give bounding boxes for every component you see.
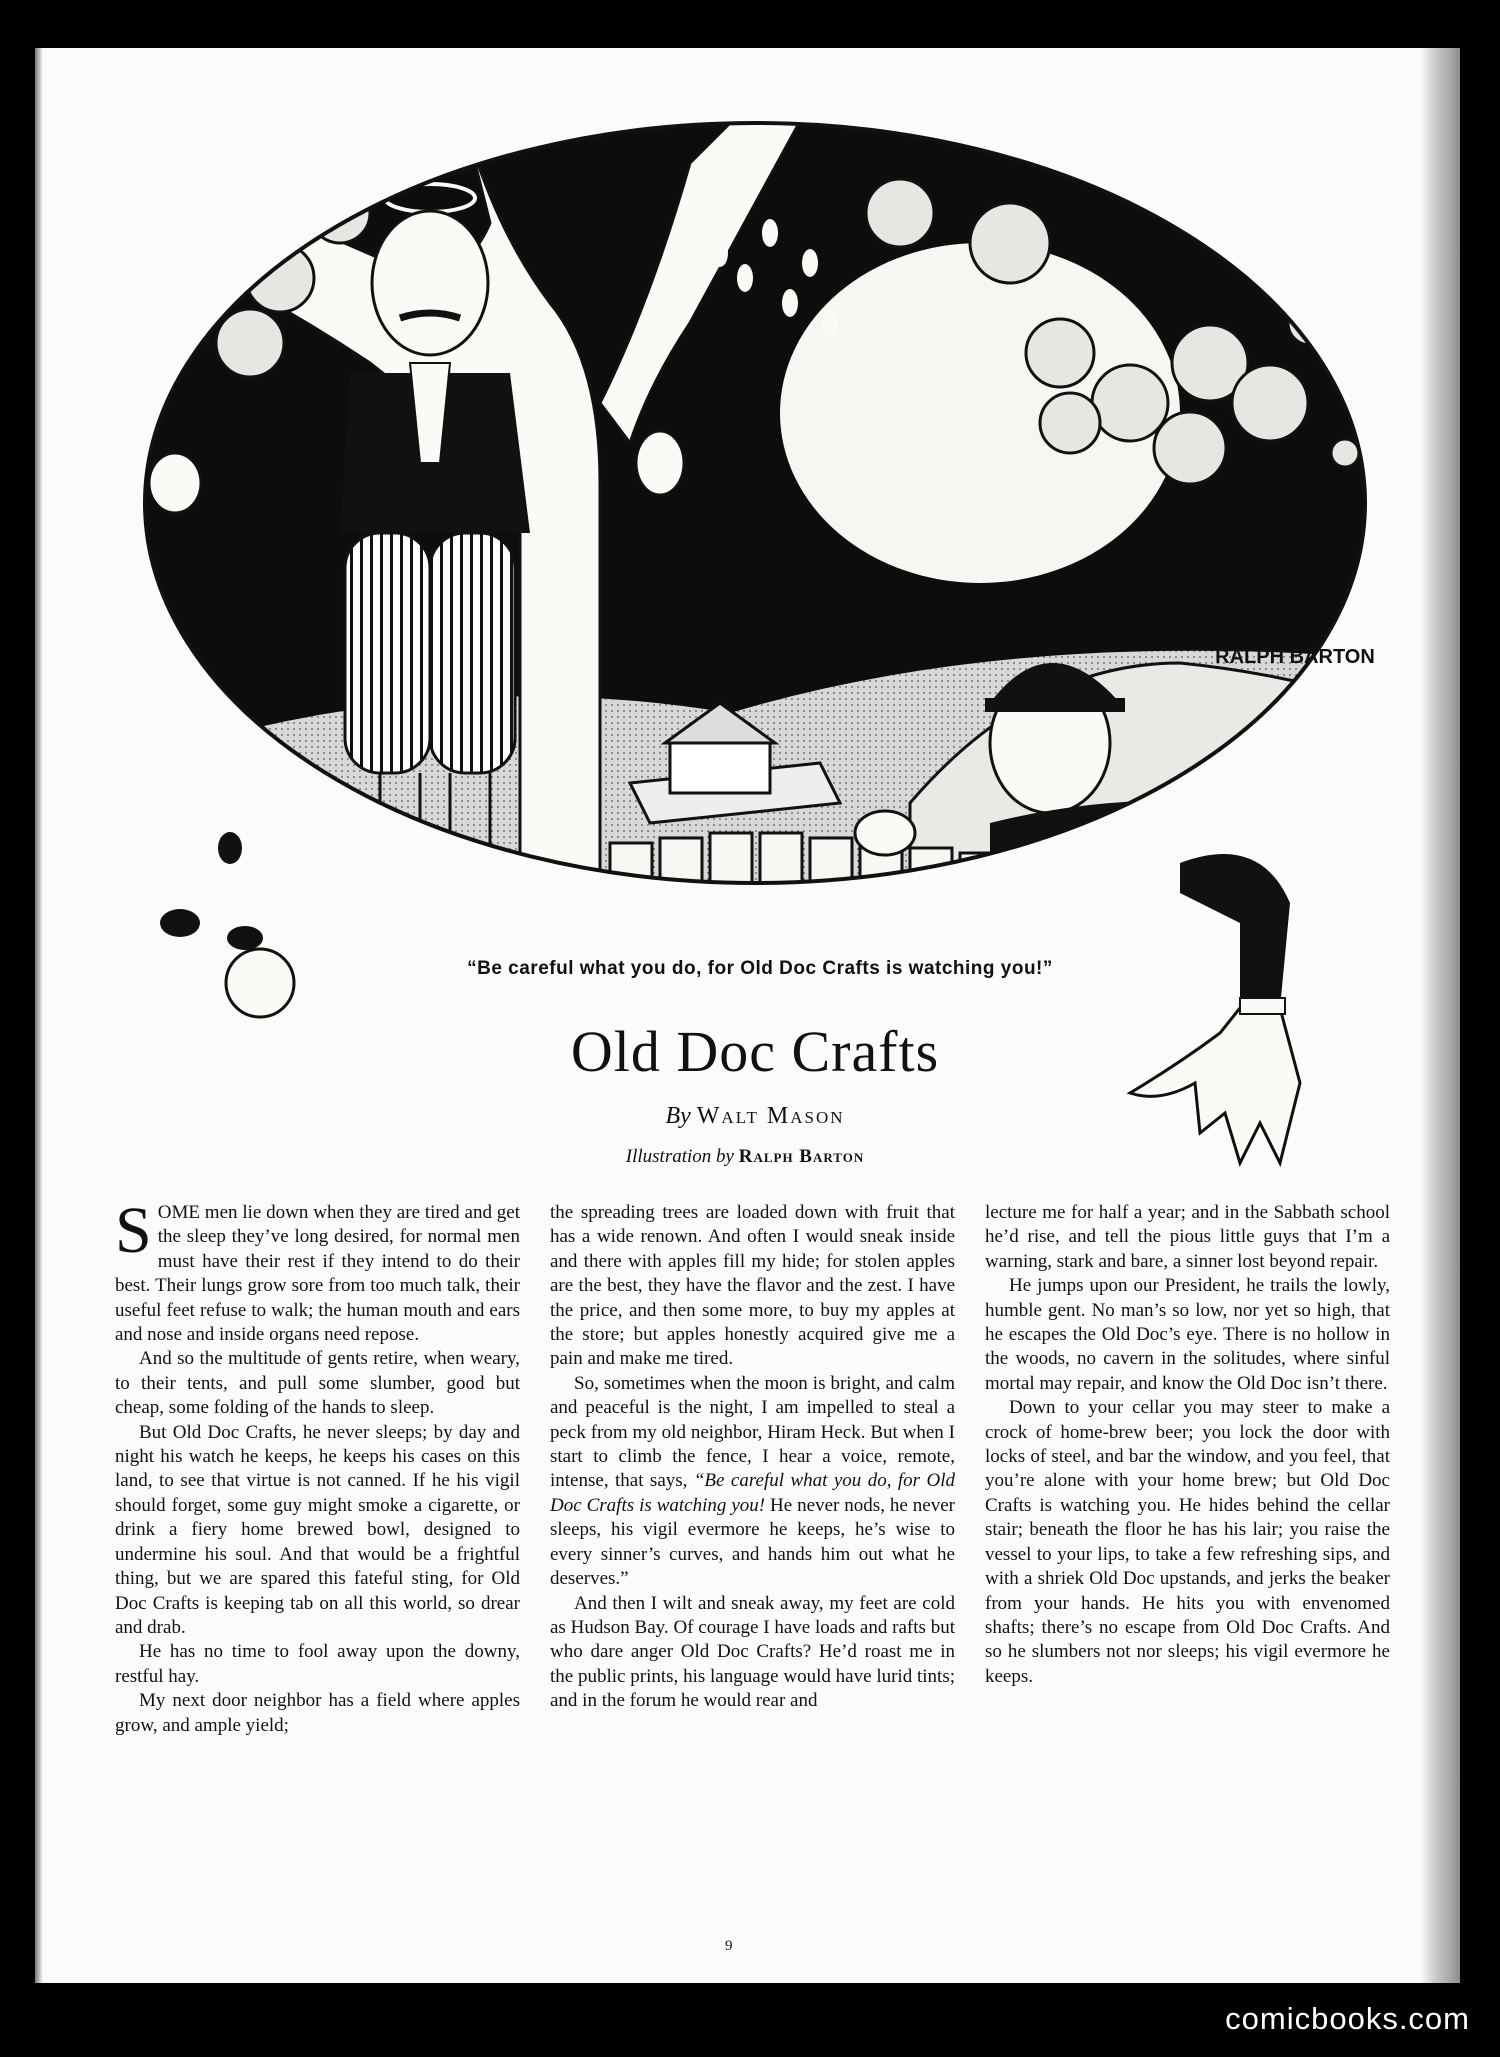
opening-word: OME: [157, 1202, 200, 1223]
paragraph: Down to your cellar you may steer to make a crock of home-brew beer; you lock the door with locks of steel, and bar the window, and you feel, that you’re alone with your home brew; but Old Doc Crafts is watching you. He hides behind the cellar stair; beneath the floor he has his lair; you raise the vessel to your lips, to take a few refreshing sips, and with a shriek Old Doc upstands, and jerks the beaker from your hands. He hits you with envenomed shafts; there’s no escape from Old Doc Crafts. And so he slumbers not nor sleeps; his vigil evermore he keeps.: [985, 1397, 1390, 1687]
text-column-3: [985, 1201, 1390, 1738]
paragraph: And then I wilt and sneak away, my feet are cold as Hudson Bay. Of courage I have loads and rafts but who dare anger Old Doc Crafts? He’d roast me in the public prints, his language would have lurid tints; and in the forum he would rear and: [550, 1592, 955, 1712]
falling-apples: [160, 832, 294, 1017]
artist-signature: RALPH BARTON: [1215, 646, 1375, 668]
quoted-warning: “Be careful what you do, for Old Doc Crafts is watching you!: [550, 1470, 955, 1516]
paragraph: And so the multitude of gents retire, when weary, to their tents, and pull some slumber, good but cheap, some folding of the hands to sleep.: [115, 1348, 520, 1419]
article-title: Old Doc Crafts: [570, 1019, 940, 1084]
paragraph: the spreading trees are loaded down with fruit that has a wide renown. And often I would sneak inside and there with apples fill my hide; for stolen apples are the best, they have the flavor and the zest. I have the price, and then some more, to buy my apples at the store; but apples honestly acquired give me a pain and make me tired.: [550, 1202, 955, 1370]
text-column-2: [550, 1201, 955, 1738]
byline-prefix: By: [665, 1103, 691, 1129]
page-number: 9: [725, 1938, 733, 1954]
paragraph-text: men lie down when they are tired and get the sleep they’ve long desired, for normal men must have their rest if they intend to do their best. Their lungs grow sore from too much talk, their useful feet refuse to walk; the human mouth and ears and nose and inside organs need repose.: [115, 1202, 520, 1346]
paragraph: lecture me for half a year; and in the Sabbath school he’d rise, and tell the pious little guys that I’m a warning, stark and bare, a sinner lost beyond repair.: [985, 1202, 1390, 1272]
article-body: [115, 1194, 1390, 1738]
drop-cap: S: [115, 1194, 152, 1267]
illustration-credit-prefix: Illustration by: [625, 1146, 734, 1167]
paragraph-text: He never nods, he never sleeps, his vigil evermore he keeps, he’s wise to every sinner’s curves, and hands him out what he deserves.”: [550, 1494, 955, 1590]
illustration-credit: [435, 1146, 1055, 1168]
paragraph: But Old Doc Crafts, he never sleeps; by day and night his watch he keeps, he keeps his cases on this land, to see that virtue is not canned. If he his vigil should forget, some guy might smoke a cigarette, or drink a fiery home brewed bowl, designed to undermine his soul. And that would be a frightful thing, but we are spared this fateful sting, for Old Doc Crafts is keeping tab on all this world, so drear and drab.: [115, 1421, 520, 1638]
paragraph-text: So, sometimes when the moon is bright, and calm and peaceful is the night, I am impelled to steal a peck from my old neighbor, Hiram Heck. But when I start to climb the fence, I hear a voice, remote, intense, that says,: [550, 1372, 955, 1492]
paragraph: [550, 1372, 955, 1592]
byline: [445, 1103, 1065, 1130]
reaching-hand: [1130, 1008, 1300, 1163]
paragraph: He has no time to fool away upon the downy, restful hay.: [115, 1641, 520, 1687]
site-watermark: comicbooks.com: [1225, 2001, 1470, 2036]
illustration-caption: “Be careful what you do, for Old Doc Crafts is watching you!”: [467, 958, 1053, 979]
paragraph: My next door neighbor has a field where apples grow, and ample yield;: [115, 1690, 520, 1736]
text-column-1: [115, 1194, 520, 1738]
magazine-page: [35, 48, 1460, 1983]
paragraph: He jumps upon our President, he trails the lowly, humble gent. No man’s so low, nor yet so high, that he escapes the Old Doc’s eye. There is no hollow in the woods, no cavern in the solitudes, where sinful mortal may repair, and know the Old Doc isn’t there.: [985, 1275, 1390, 1394]
illustrator-name: Ralph Barton: [738, 1146, 865, 1167]
paragraph: [115, 1194, 520, 1347]
page-left-edge: [35, 48, 43, 1983]
author-name: Walt Mason: [696, 1103, 845, 1129]
